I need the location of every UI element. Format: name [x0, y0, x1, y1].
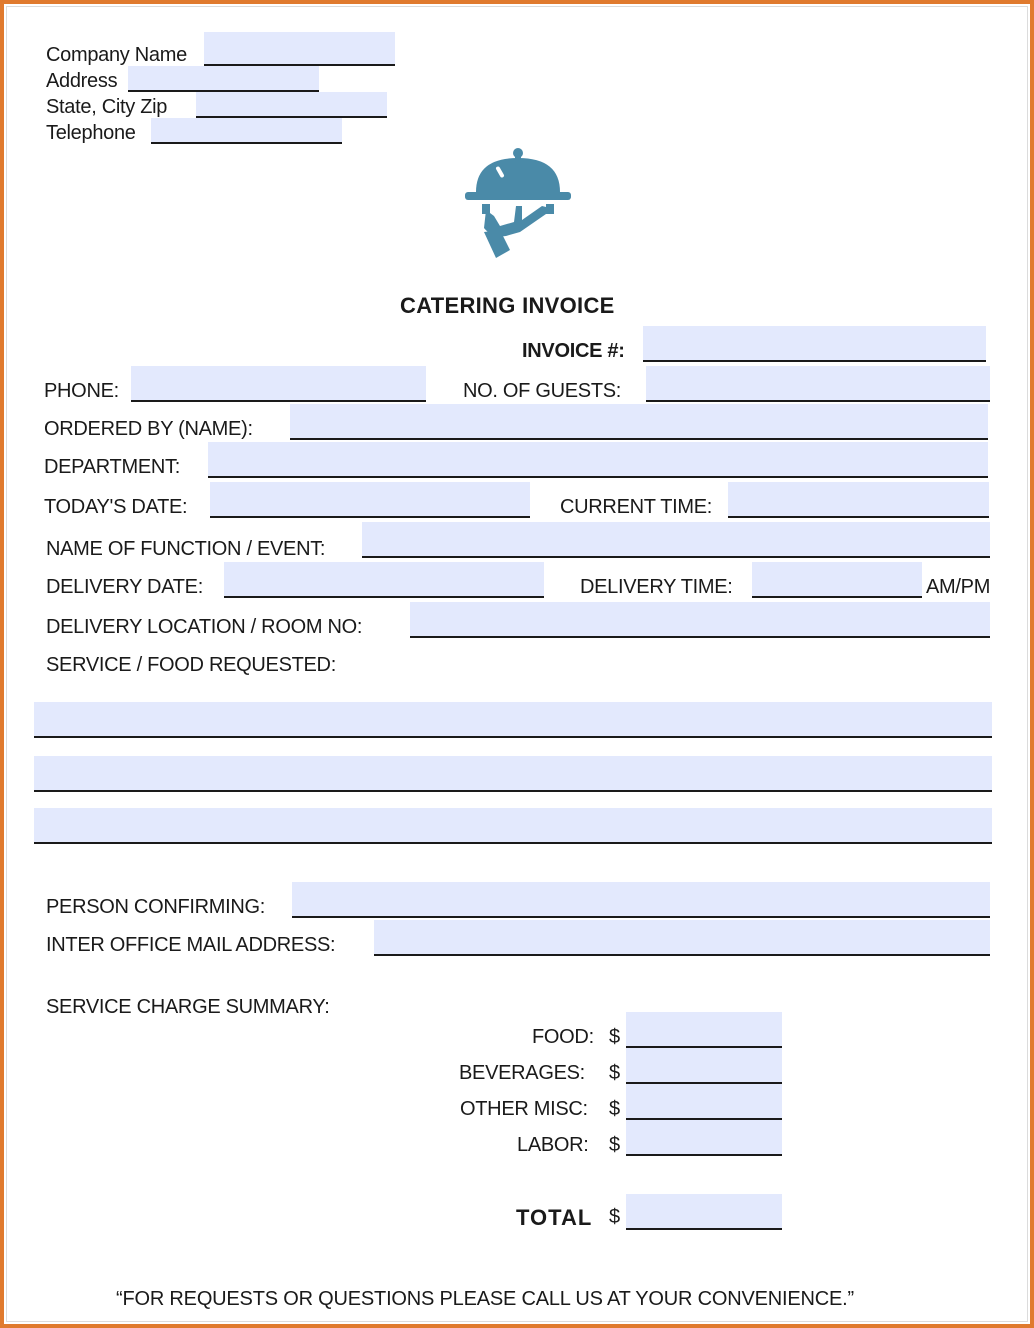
delivery-location-label: DELIVERY LOCATION / ROOM NO: [46, 616, 363, 638]
beverages-currency: $ [609, 1062, 620, 1084]
total-amount-field[interactable] [626, 1194, 782, 1230]
delivery-date-field[interactable] [224, 562, 544, 598]
person-confirming-label: PERSON CONFIRMING: [46, 896, 266, 918]
mail-address-field[interactable] [374, 920, 990, 956]
beverages-label: BEVERAGES: [459, 1062, 585, 1084]
ordered-by-label: ORDERED BY (NAME): [44, 418, 253, 440]
phone-field[interactable] [131, 366, 426, 402]
labor-label: LABOR: [517, 1134, 589, 1156]
ordered-by-field[interactable] [290, 404, 988, 440]
beverages-amount-field[interactable] [626, 1048, 782, 1084]
labor-amount-field[interactable] [626, 1120, 782, 1156]
delivery-location-field[interactable] [410, 602, 990, 638]
address-label: Address [46, 70, 118, 92]
labor-currency: $ [609, 1134, 620, 1156]
invoice-number-field[interactable] [643, 326, 986, 362]
service-food-line-2[interactable] [34, 756, 992, 792]
delivery-time-field[interactable] [752, 562, 922, 598]
todays-date-field[interactable] [210, 482, 530, 518]
state-city-zip-label: State, City Zip [46, 96, 168, 118]
company-name-label: Company Name [46, 44, 187, 66]
department-field[interactable] [208, 442, 988, 478]
catering-cloche-icon [462, 146, 574, 264]
function-field[interactable] [362, 522, 990, 558]
telephone-label: Telephone [46, 122, 136, 144]
invoice-title: CATERING INVOICE [400, 293, 615, 318]
delivery-date-label: DELIVERY DATE: [46, 576, 203, 598]
delivery-time-label: DELIVERY TIME: [580, 576, 733, 598]
other-misc-label: OTHER MISC: [460, 1098, 588, 1120]
mail-address-label: INTER OFFICE MAIL ADDRESS: [46, 934, 336, 956]
total-currency: $ [609, 1206, 620, 1228]
current-time-label: CURRENT TIME: [560, 496, 713, 518]
state-city-zip-field[interactable] [196, 92, 387, 118]
service-food-line-3[interactable] [34, 808, 992, 844]
telephone-field[interactable] [151, 118, 342, 144]
footer-note: “FOR REQUESTS OR QUESTIONS PLEASE CALL US AT YOUR CONVENIENCE.” [116, 1288, 854, 1310]
todays-date-label: TODAY'S DATE: [44, 496, 188, 518]
invoice-number-label: INVOICE #: [522, 340, 625, 362]
total-label: TOTAL [516, 1205, 593, 1230]
summary-heading: SERVICE CHARGE SUMMARY: [46, 996, 330, 1018]
food-amount-field[interactable] [626, 1012, 782, 1048]
current-time-field[interactable] [728, 482, 989, 518]
other-misc-amount-field[interactable] [626, 1084, 782, 1120]
service-food-line-1[interactable] [34, 702, 992, 738]
function-label: NAME OF FUNCTION / EVENT: [46, 538, 326, 560]
person-confirming-field[interactable] [292, 882, 990, 918]
other-misc-currency: $ [609, 1098, 620, 1120]
service-food-label: SERVICE / FOOD REQUESTED: [46, 654, 336, 676]
guests-field[interactable] [646, 366, 990, 402]
ampm-label: AM/PM [926, 576, 991, 598]
company-name-field[interactable] [204, 32, 395, 66]
food-currency: $ [609, 1026, 620, 1048]
department-label: DEPARTMENT: [44, 456, 180, 478]
guests-label: NO. OF GUESTS: [463, 380, 622, 402]
food-label: FOOD: [532, 1026, 594, 1048]
address-field[interactable] [128, 66, 319, 92]
phone-label: PHONE: [44, 380, 119, 402]
